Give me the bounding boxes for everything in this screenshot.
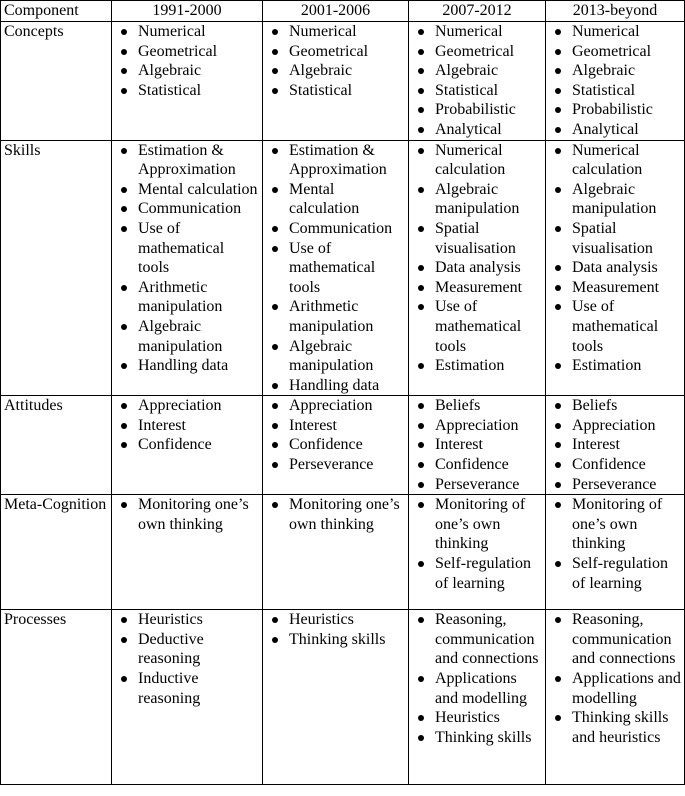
cell-processes-2013-beyond xyxy=(546,610,685,785)
cell-meta-cognition-2001-2006 xyxy=(263,495,409,610)
list-item: Algebraic manipulation xyxy=(266,337,405,376)
bullet-list xyxy=(115,396,259,455)
cell-meta-cognition-1991-2000 xyxy=(112,495,263,610)
list-item: Probabilistic xyxy=(549,100,681,120)
list-item: Geometrical xyxy=(412,42,542,62)
bullet-list xyxy=(412,22,542,140)
cell-concepts-2007-2012 xyxy=(409,22,546,141)
list-item: Algebraic manipulation xyxy=(115,317,259,356)
header-2013-beyond: 2013-beyond xyxy=(546,1,685,22)
cell-attitudes-2013-beyond xyxy=(546,396,685,495)
header-component: Component xyxy=(1,1,112,22)
bullet-list xyxy=(266,141,405,396)
cell-attitudes-2007-2012 xyxy=(409,396,546,495)
list-item: Statistical xyxy=(266,81,405,101)
bullet-list xyxy=(115,495,259,534)
row-label-processes: Processes xyxy=(1,610,112,785)
list-item: Deductive reasoning xyxy=(115,630,259,669)
bullet-list xyxy=(549,141,681,376)
list-item: Numerical xyxy=(115,22,259,42)
list-item: Heuristics xyxy=(266,610,405,630)
list-item: Use of mathematical tools xyxy=(549,297,681,356)
list-item: Perseverance xyxy=(549,475,681,495)
bullet-list xyxy=(412,495,542,593)
list-item: Numerical calculation xyxy=(412,141,542,180)
row-label-attitudes: Attitudes xyxy=(1,396,112,495)
bullet-list xyxy=(549,22,681,140)
list-item: Handling data xyxy=(115,356,259,376)
list-item: Estimation & Approximation xyxy=(266,141,405,180)
list-item: Use of mathematical tools xyxy=(266,239,405,298)
list-item: Beliefs xyxy=(549,396,681,416)
bullet-list xyxy=(412,141,542,376)
cell-concepts-2013-beyond xyxy=(546,22,685,141)
list-item: Spatial visualisation xyxy=(549,219,681,258)
table-body xyxy=(1,22,685,785)
bullet-list xyxy=(412,396,542,494)
list-item: Confidence xyxy=(266,435,405,455)
cell-skills-1991-2000 xyxy=(112,140,263,396)
list-item: Statistical xyxy=(549,81,681,101)
cell-skills-2001-2006 xyxy=(263,140,409,396)
list-item: Estimation xyxy=(412,356,542,376)
bullet-list xyxy=(266,22,405,100)
bullet-list xyxy=(115,22,259,100)
bullet-list xyxy=(549,610,681,747)
list-item: Monitoring one’s own thinking xyxy=(115,495,259,534)
table-row-concepts xyxy=(1,22,685,141)
list-item: Numerical xyxy=(412,22,542,42)
bullet-list xyxy=(266,396,405,474)
cell-processes-2007-2012 xyxy=(409,610,546,785)
list-item: Reasoning, communication and connections xyxy=(549,610,681,669)
list-item: Interest xyxy=(412,435,542,455)
row-label-meta-cognition: Meta-Cognition xyxy=(1,495,112,610)
table-row-attitudes xyxy=(1,396,685,495)
list-item: Appreciation xyxy=(549,416,681,436)
list-item: Arithmetic manipulation xyxy=(115,278,259,317)
cell-attitudes-2001-2006 xyxy=(263,396,409,495)
list-item: Perseverance xyxy=(412,475,542,495)
header-row xyxy=(1,1,685,22)
list-item: Measurement xyxy=(549,278,681,298)
list-item: Applications and modelling xyxy=(412,669,542,708)
list-item: Monitoring one’s own thinking xyxy=(266,495,405,534)
header-2007-2012: 2007-2012 xyxy=(409,1,546,22)
list-item: Estimation & Approximation xyxy=(115,141,259,180)
header-1991-2000: 1991-2000 xyxy=(112,1,263,22)
list-item: Numerical xyxy=(266,22,405,42)
table-row-meta-cognition xyxy=(1,495,685,610)
list-item: Use of mathematical tools xyxy=(115,219,259,278)
cell-processes-1991-2000 xyxy=(112,610,263,785)
list-item: Appreciation xyxy=(266,396,405,416)
bullet-list xyxy=(115,610,259,708)
list-item: Interest xyxy=(549,435,681,455)
list-item: Thinking skills xyxy=(412,728,542,748)
list-item: Appreciation xyxy=(115,396,259,416)
list-item: Thinking skills and heuristics xyxy=(549,708,681,747)
header-2001-2006: 2001-2006 xyxy=(263,1,409,22)
bullet-list xyxy=(412,610,542,747)
list-item: Numerical calculation xyxy=(549,141,681,180)
list-item: Geometrical xyxy=(266,42,405,62)
list-item: Confidence xyxy=(549,455,681,475)
list-item: Algebraic manipulation xyxy=(549,180,681,219)
list-item: Statistical xyxy=(115,81,259,101)
list-item: Monitoring of one’s own thinking xyxy=(412,495,542,554)
list-item: Communication xyxy=(266,219,405,239)
cell-concepts-1991-2000 xyxy=(112,22,263,141)
table-row-processes xyxy=(1,610,685,785)
cell-meta-cognition-2013-beyond xyxy=(546,495,685,610)
list-item: Measurement xyxy=(412,278,542,298)
cell-attitudes-1991-2000 xyxy=(112,396,263,495)
list-item: Use of mathematical tools xyxy=(412,297,542,356)
list-item: Self-regulation of learning xyxy=(549,554,681,593)
cell-processes-2001-2006 xyxy=(263,610,409,785)
bullet-list xyxy=(266,610,405,649)
list-item: Numerical xyxy=(549,22,681,42)
list-item: Algebraic manipulation xyxy=(412,180,542,219)
row-label-concepts: Concepts xyxy=(1,22,112,141)
list-item: Spatial visualisation xyxy=(412,219,542,258)
list-item: Applications and modelling xyxy=(549,669,681,708)
cell-skills-2013-beyond xyxy=(546,140,685,396)
list-item: Analytical xyxy=(549,120,681,140)
list-item: Algebraic xyxy=(412,61,542,81)
list-item: Monitoring of one’s own thinking xyxy=(549,495,681,554)
row-label-skills: Skills xyxy=(1,140,112,396)
bullet-list xyxy=(549,396,681,494)
table-row-skills xyxy=(1,140,685,396)
list-item: Confidence xyxy=(115,435,259,455)
list-item: Analytical xyxy=(412,120,542,140)
list-item: Communication xyxy=(115,199,259,219)
list-item: Mental calculation xyxy=(115,180,259,200)
list-item: Algebraic xyxy=(115,61,259,81)
list-item: Appreciation xyxy=(412,416,542,436)
list-item: Estimation xyxy=(549,356,681,376)
list-item: Thinking skills xyxy=(266,630,405,650)
list-item: Algebraic xyxy=(549,61,681,81)
list-item: Handling data xyxy=(266,376,405,396)
list-item: Data analysis xyxy=(412,258,542,278)
cell-concepts-2001-2006 xyxy=(263,22,409,141)
list-item: Algebraic xyxy=(266,61,405,81)
cell-meta-cognition-2007-2012 xyxy=(409,495,546,610)
list-item: Probabilistic xyxy=(412,100,542,120)
list-item: Mental calculation xyxy=(266,180,405,219)
list-item: Heuristics xyxy=(412,708,542,728)
list-item: Arithmetic manipulation xyxy=(266,297,405,336)
list-item: Statistical xyxy=(412,81,542,101)
list-item: Confidence xyxy=(412,455,542,475)
list-item: Heuristics xyxy=(115,610,259,630)
bullet-list xyxy=(549,495,681,593)
list-item: Geometrical xyxy=(115,42,259,62)
list-item: Geometrical xyxy=(549,42,681,62)
bullet-list xyxy=(266,495,405,534)
list-item: Perseverance xyxy=(266,455,405,475)
cell-skills-2007-2012 xyxy=(409,140,546,396)
list-item: Interest xyxy=(115,416,259,436)
list-item: Inductive reasoning xyxy=(115,669,259,708)
list-item: Self-regulation of learning xyxy=(412,554,542,593)
list-item: Reasoning, communication and connections xyxy=(412,610,542,669)
bullet-list xyxy=(115,141,259,376)
list-item: Beliefs xyxy=(412,396,542,416)
list-item: Interest xyxy=(266,416,405,436)
list-item: Data analysis xyxy=(549,258,681,278)
